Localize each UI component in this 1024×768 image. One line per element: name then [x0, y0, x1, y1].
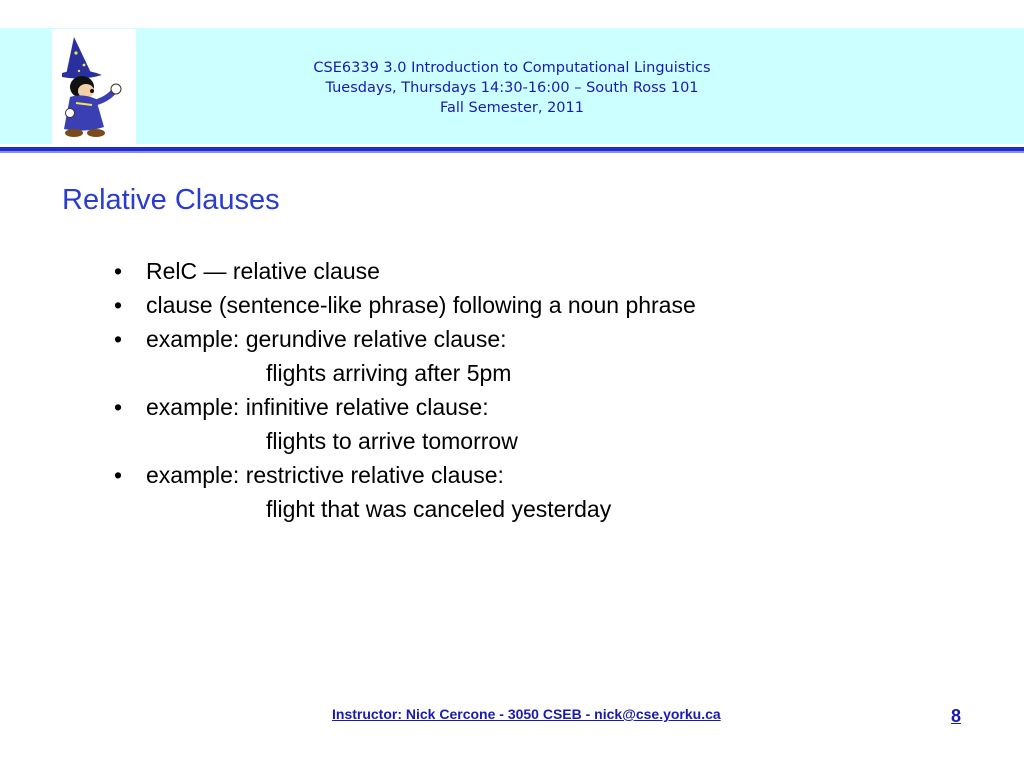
course-schedule: Tuesdays, Thursdays 14:30-16:00 – South Ross 101 — [325, 80, 699, 96]
bullet-text: clause (sentence-like phrase) following a noun phrase — [146, 292, 696, 318]
course-title: CSE6339 3.0 Introduction to Computational Linguistics — [313, 60, 711, 76]
list-item — [0, 390, 1024, 424]
bullet-marker: • — [114, 462, 123, 488]
list-item — [0, 322, 1024, 356]
list-item — [0, 458, 1024, 492]
bullet-text: example: restrictive relative clause: — [146, 462, 504, 488]
bullet-marker: • — [114, 258, 123, 284]
header-divider-shadow — [0, 151, 1024, 153]
bullet-marker: • — [114, 394, 123, 420]
course-info — [200, 58, 824, 118]
example-text: flight that was canceled yesterday — [266, 496, 612, 522]
bullet-list — [0, 254, 1024, 526]
list-item — [0, 254, 1024, 288]
example-text: flights to arrive tomorrow — [266, 428, 518, 454]
sorcerer-mickey-icon — [52, 29, 136, 145]
example-line — [0, 424, 1024, 458]
bullet-text: example: gerundive relative clause: — [146, 326, 507, 352]
example-text: flights arriving after 5pm — [266, 360, 512, 386]
bullet-text: RelC — relative clause — [146, 258, 380, 284]
example-line — [0, 356, 1024, 390]
bullet-text: example: infinitive relative clause: — [146, 394, 489, 420]
bullet-marker: • — [114, 292, 123, 318]
bullet-marker: • — [114, 326, 123, 352]
instructor-footer: Instructor: Nick Cercone - 3050 CSEB - nick@cse.yorku.ca — [332, 706, 721, 722]
page-number: 8 — [951, 706, 962, 726]
slide-title: Relative Clauses — [62, 184, 280, 216]
course-semester: Fall Semester, 2011 — [440, 100, 584, 116]
example-line — [0, 492, 1024, 526]
list-item — [0, 288, 1024, 322]
